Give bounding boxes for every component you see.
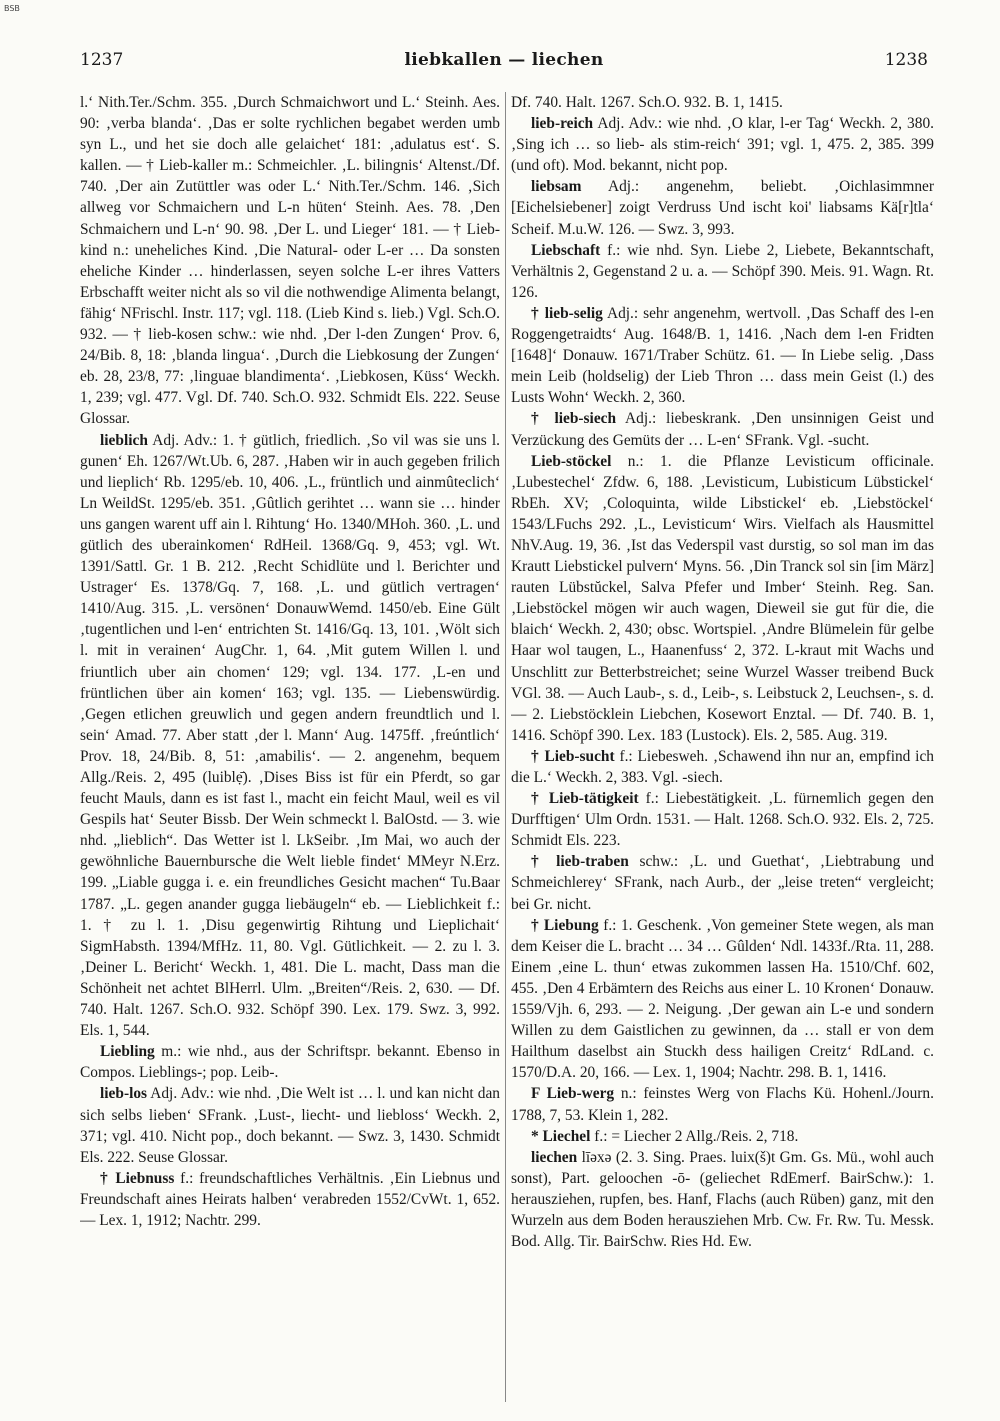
- entry-lieb-sucht: † Lieb-sucht f.: Liebesweh. ‚Schawend ihn nur an, empfind ich die L.‘ Weckh. 2, 383. Vgl. -siech.: [511, 747, 934, 786]
- entry-lieb-werg: F Lieb-werg n.: feinstes Werg von Flachs Kü. Hohenl./Journ. 1788, 7, 53. Klein 1, 282.: [511, 1085, 934, 1124]
- headword: † lieb-traben: [531, 853, 629, 871]
- headword: lieb-reich: [531, 115, 594, 133]
- entry-liebsam: liebsam Adj.: angenehm, beliebt. ‚Oichlasimmner [Eichelsiebener] zoigt Verdruss Und ischt koi' liabsams Kä[r]tla‘ Scheif. M.u.W. 126. — Swz. 3, 993.: [511, 178, 934, 238]
- entry-lieb-selig: † lieb-selig Adj.: sehr angenehm, wertvoll. ‚Das Schaff des l-en Roggengetraidts‘ Aug. 1648/B. 1, 1416. ‚Nach dem l-en Fridten [1648]‘ Donauw. 1671/Traber Schütz. 61. — In Liebe selig. ‚Dass mein Leib (holdselig) der Lieb Thron … dass mein Geist (l.) des Lusts Wohn‘ Weckh. 2, 360.: [511, 304, 934, 407]
- entry-liechel: * Liechel f.: = Liecher 2 Allg./Reis. 2, 718.: [531, 1127, 799, 1145]
- headword: Lieb-stöckel: [531, 452, 612, 470]
- headword: † lieb-selig: [531, 304, 603, 322]
- entry-liebnuss: † Liebnuss f.: freundschaftliches Verhältnis. ‚Ein Liebnus und Freundschaft aines Heirats halben‘ verabreden 1552/CvWt. 1, 652. — Lex. 1, 1912; Nachtr. 299.: [80, 1169, 500, 1229]
- left-column: [80, 92, 500, 1404]
- headword: lieb-los: [100, 1085, 148, 1103]
- entry-continuation: Df. 740. Halt. 1267. Sch.O. 932. B. 1, 1415.: [511, 94, 783, 111]
- library-stamp: BSB: [4, 4, 20, 13]
- entry-lieb-taetigkeit: † Lieb-tätigkeit f.: Liebestätigkeit. ‚L. fürnemlich gegen den Durfftigen‘ Ulm Ordn. 1531. — Halt. 1268. Sch.O. 932. Els. 2, 725. Schmidt Els. 223.: [511, 790, 934, 850]
- headword: liechen: [531, 1148, 578, 1166]
- headword: F Lieb-werg: [531, 1085, 615, 1103]
- headword: Liebschaft: [531, 241, 601, 259]
- entry-liechen: liechen līəxə (2. 3. Sing. Praes. luix(š)t Gm. Gs. Mü., wohl auch sonst), Part. geloochen -ō- (geliechet RdEmerf. BairSchw.): 1. herausziehen, rupfen, bes. Hanf, Flachs (auch Rüben) ganz, mit den Wurzeln aus dem Boden herausziehen Mrb. Cw. Fr. Rw. Tu. Messk. Bod. Allg. Tir. BairSchw. Ries Hd. Ew.: [511, 1148, 934, 1251]
- entry-liebung: † Liebung f.: 1. Geschenk. ‚Von gemeiner Stete wegen, als man dem Keiser die L. bracht … 34 … Gûlden‘ Ndl. 1433f./Rta. 11, 288. Einem ‚eine L. thun‘ etwas zukommen lassen Ha. 1510/Chf. 602, 455. ‚Den 4 Erbämtern des Reichs aus einer L. 10 Kronen‘ Donauw. 1559/Vjh. 6, 293. — 2. Neigung. ‚Der gewan ain L-e und sondern Willen zu dem Gaistlichen zu gewinnen, da … stall er von dem Hailthum daselbst ain Stuckh dess hailigen Creitz‘ RdLand. c. 1570/D.A. 20, 166. — Lex. 1, 1904; Nachtr. 298. B. 1, 1416.: [511, 916, 934, 1082]
- page-header: [80, 50, 928, 80]
- headword: † Liebnuss: [100, 1169, 175, 1187]
- entry-lieb-stoeckel: Lieb-stöckel n.: 1. die Pflanze Levisticum officinale. ‚Lubestechel‘ Zfdw. 6, 188. ‚Levisticum, Lubisticum Lübstickel‘ RbEh. XV; ‚Coloquinta, wilde Libstickel‘ eb. ‚Liebstöckel‘ 1543/LFuchs 292. ‚L., Levisticum‘ Wirs. Vielfach als Hausmittel NhV.Aug. 19, 36. ‚Ist das Vederspil vast durstig, so sol man im das Krautt Liebstickel pulvern‘ Myns. 56. ‚Din Tranck sol sin [im März] rauten Lübstŭckel, Salva Pfefer und Imber‘ Steinh. Reg. San. ‚Liebstöckel mögen wir auch wagen, Dieweil sie gut für die, die blaich‘ Weckh. 2, 430; obsc. Wortspiel. ‚Andre Blümelein für gelbe Haar wol taugen, L., Haanenfuss‘ 2, 372. L-kraut mit Wachs und Unschlitt zur Betterbstreichet; seine Wurzel Wasser treibend Buck VGl. 38. — Auch Laub-, s. d., Leib-, s. Leibstuck 2, Leuchsen-, s. d. — 2. Liebstöcklein Liebchen, Kosewort Enztal. — Df. 740. B. 1, 1416. Schöpf 390. Lex. 183 (Lustock). Els. 2, 585. Aug. 319.: [511, 452, 934, 744]
- headword: † Lieb-tätigkeit: [531, 790, 639, 808]
- entry-lieblich: lieblich Adj. Adv.: 1. † gütlich, friedlich. ‚So vil was sie uns l. gunen‘ Eh. 1267/Wt.Ub. 6, 287. ‚Haben wir in auch gegeben frilich und liepliсh‘ Rb. 1295/eb. 10, 406. ‚L., früntlich und ainmûtеclich‘ Ln WeildSt. 1295/eb. 351. ‚Gûtlich gerihtet … wann sie … hinder uns gangen warent uff ain l. Rihtung‘ Ho. 1340/MHoh. 360. ‚L. und gütlich des uberainkomen‘ RdHeil. 1368/Gq. 9, 453; vgl. Wt. 1391/Sattl. Gr. 1 B. 212. ‚Recht Schidlüte und l. Berichter und Ustrager‘ Es. 1378/Gq. 7, 168. ‚L. und gütlich vertragen‘ 1410/Aug. 315. ‚L. versönen‘ DonauwWemd. 1450/eb. Eine Gült ‚tugentlichen und l-en‘ entrichten St. 1416/Gq. 13, 101. ‚Wölt sich l. mit in verainen‘ AugChr. 1, 64. ‚Mit gutem Willen l. und friuntlich uber ain chomen‘ 129; vgl. 134. 177. ‚L-en und früntlichen über ain komen‘ 163; vgl. 135. — Liebenswürdig. ‚Gegen etlichen greuwlich und gegen andern freundtlich und l. sein‘ Amad. 77. Aber statt ‚der l. Mann‘ Aug. 1475ff. ‚freúntlich‘ Prov. 18, 24/Bib. 8, 51: ‚amabilis‘. — 2. angenehm, bequem Allg./Reis. 2, 495 (luiblẹ̄). ‚Dises Biss ist für ein Pferdt, so gar feucht Mauls, dann es ist fast l., macht ein feicht Maul, weil es vil Gespils hat‘ Seuter Bissb. Der Wein schmeckt l. BalOstd. — 3. wie nhd. „lieblich“. Das Wetter ist l. LkSeibr. ‚Im Mai, wo auch der gewöhnliche Bauernbursche die Welt lieble findet‘ MMeyr N.Erz. 199. „Liable gugga i. e. ein freundliches Gesicht machen“ Tu.Baar 1787. „L. gegen anander gugga liebäugeln“ eb. — Lieblichkeit f.: 1. † zu l. 1. ‚Disu gegenwirtig Rihtung und Lieplichait‘ SigmHabsth. 1394/MfHz. 11, 80. Vgl. Gütlichkeit. — 2. zu l. 3. ‚Deiner L. Bericht‘ Weckh. 1, 481. Die L. macht, Dass man die Schönheit net achtet BlHerrl. Ulm. „Breiten“/Reis. 2, 630. — Df. 740. Halt. 1267. Sch.O. 932. Schöpf 390. Lex. 179. Swz. 3, 992. Els. 1, 544.: [80, 431, 500, 1040]
- running-title: liebkallen — liechen: [404, 50, 604, 70]
- page-number-left: 1237: [80, 50, 124, 70]
- entry-continuation: l.‘ Nith.Ter./Schm. 355. ‚Durch Schmaichwort und L.‘ Steinh. Aes. 90: ‚verba blanda‘. ‚Das er solte rychlichen begabet werden umb syn L., und het sie doch alle gelaichet‘ 181: ‚adulatus est‘. S. kallen. — † Lieb-kaller m.: Schmeichler. ‚L. bilingnis‘ Altenst./Df. 740. ‚Der ain Zutüttler was oder L.‘ Nith.Ter./Schm. 146. ‚Sich allweg vor Schmaichern und L-n hüten‘ Steinh. Aes. 78. ‚Den Schmaichern und L-n‘ 90. 98. ‚Der L. und Lieger‘ 181. — † Lieb-kind n.: uneheliches Kind. ‚Die Natural- oder L-er … Da sonsten eheliche Kinder … hinderlassen, seyen solche L-er ihres Vatters Erbschafft weiter nicht als so vil die nothwendige Alimenta belangt, fähig‘ NFrischl. Instr. 117; vgl. 118. (Lieb Kind s. lieb.) Vgl. Sch.O. 932. — † lieb-kosen schw.: wie nhd. ‚Der l-den Zungen‘ Prov. 6, 24/Bib. 8, 18: ‚blanda lingua‘. ‚Durch die Liebkosung der Zungen‘ eb. 28, 23/8, 77: ‚linguae blandimenta‘. ‚Liebkosen, Küss‘ Weckh. 1, 239; vgl. 477. Vgl. Df. 740. Sch.O. 932. Schmidt Els. 222. Seuse Glossar.: [80, 94, 500, 428]
- headword: * Liechel: [531, 1127, 591, 1145]
- headword: lieblich: [100, 431, 148, 449]
- entry-lieb-reich: lieb-reich Adj. Adv.: wie nhd. ‚O klar, l-er Tag‘ Weckh. 2, 380. ‚Sing ich … so lieb- als stim-reich‘ 391; vgl. 1, 475. 2, 385. 399 (und oft). Mod. bekannt, nicht pop.: [511, 115, 934, 175]
- entry-lieb-los: lieb-los Adj. Adv.: wie nhd. ‚Die Welt ist … l. und kan nicht dan sich selbs lieben‘ SFrank. ‚Lust-, liecht- und liebloss‘ Weckh. 2, 371; vgl. 410. Nicht pop., doch bekannt. — Swz. 3, 1430. Schmidt Els. 222. Seuse Glossar.: [80, 1085, 500, 1166]
- headword: Liebling: [100, 1043, 155, 1061]
- right-column: [511, 92, 934, 1404]
- entry-lieb-traben: † lieb-traben schw.: ‚L. und Guethat‘, ‚Liebtrabung und Schmeichlerey‘ SFrank, nach Aurb., der „leise treten“ vergleicht; bei Gr. nicht.: [511, 853, 934, 913]
- entry-liebschaft: Liebschaft f.: wie nhd. Syn. Liebe 2, Liebete, Bekanntschaft, Verhältnis 2, Gegenstand 2 u. a. — Schöpf 390. Meis. 91. Wagn. Rt. 126.: [511, 241, 934, 301]
- page-number-right: 1238: [884, 50, 928, 70]
- entry-liebling: Liebling m.: wie nhd., aus der Schriftspr. bekannt. Ebenso in Compos. Lieblings-; pop. Leib-.: [80, 1043, 500, 1082]
- entry-lieb-siech: † lieb-siech Adj.: liebeskrank. ‚Den unsinnigen Geist und Verzückung des Gemüts der … L-en‘ SFrank. Vgl. -sucht.: [511, 410, 934, 449]
- headword: † lieb-siech: [531, 410, 617, 428]
- headword: † Liebung: [531, 916, 599, 934]
- headword: liebsam: [531, 178, 582, 196]
- headword: † Lieb-sucht: [531, 747, 615, 765]
- column-divider: [505, 92, 506, 1402]
